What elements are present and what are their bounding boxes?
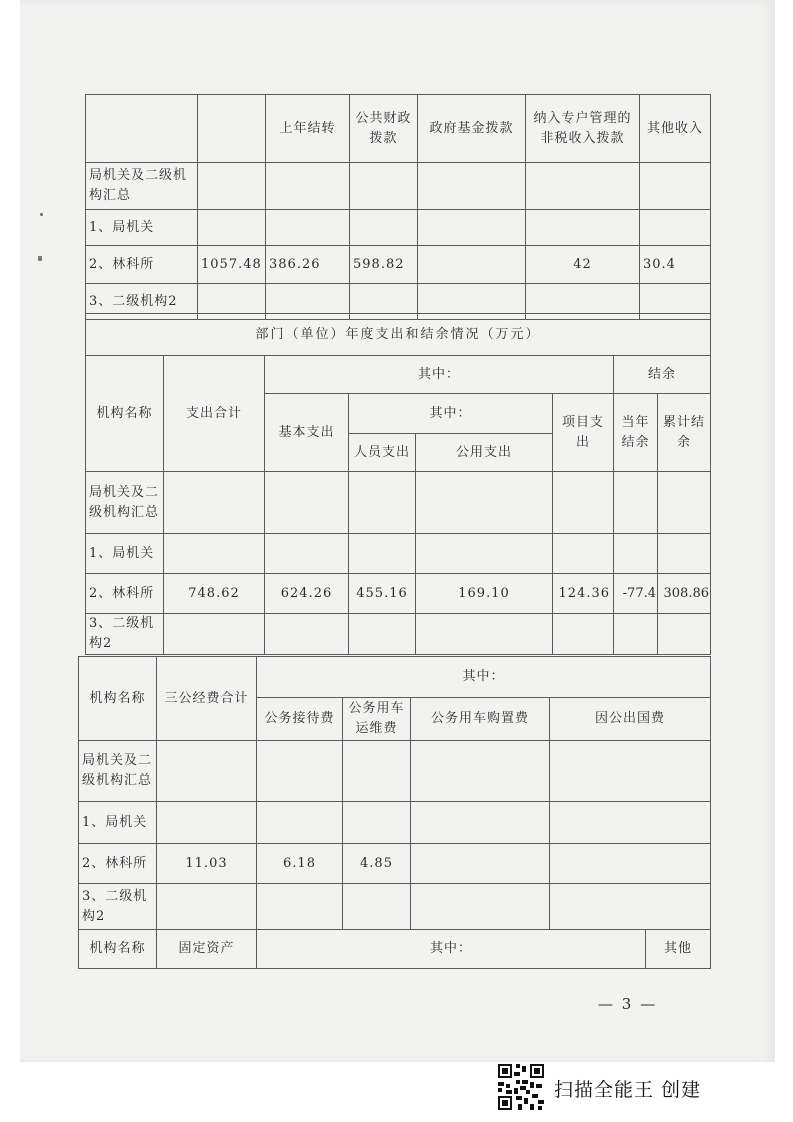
cell-accum bbox=[658, 472, 711, 534]
table-row bbox=[79, 844, 711, 884]
cell-accum bbox=[658, 534, 711, 574]
cell-personnel bbox=[349, 534, 416, 574]
cell-carry bbox=[266, 210, 350, 246]
cell-fiscal bbox=[350, 210, 418, 246]
cell-other: 30.4 bbox=[640, 246, 711, 284]
header-project: 项目支出 bbox=[553, 394, 614, 472]
row-name: 2、林科所 bbox=[86, 574, 164, 614]
cell-personnel: 455.16 bbox=[349, 574, 416, 614]
assets-name-label: 机构名称 bbox=[79, 930, 157, 969]
row-name: 1、局机关 bbox=[86, 210, 198, 246]
header-fiscal: 公共财政拨款 bbox=[350, 95, 418, 163]
cell-total bbox=[198, 210, 266, 246]
table-row bbox=[86, 574, 711, 614]
cell-total: 11.03 bbox=[157, 844, 257, 884]
cell-current bbox=[614, 534, 658, 574]
cell-project bbox=[553, 472, 614, 534]
scanner-watermark bbox=[496, 1062, 756, 1114]
row-name: 局机关及二级机构汇总 bbox=[86, 163, 198, 210]
cell-carry: 386.26 bbox=[266, 246, 350, 284]
cell-public bbox=[416, 614, 553, 655]
header-vehicle-purchase: 公务用车购置费 bbox=[411, 698, 550, 741]
cell-public: 169.10 bbox=[416, 574, 553, 614]
row-name: 1、局机关 bbox=[79, 802, 157, 844]
cell-total: 748.62 bbox=[164, 574, 265, 614]
expense-table bbox=[85, 313, 711, 655]
cell-vehicle-ops: 4.85 bbox=[343, 844, 411, 884]
header-balance: 结余 bbox=[614, 356, 711, 394]
header-name: 机构名称 bbox=[79, 657, 157, 741]
cell-project bbox=[553, 534, 614, 574]
cell-current: -77.4 bbox=[614, 574, 658, 614]
assets-fixed-label: 固定资产 bbox=[157, 930, 257, 969]
table-row bbox=[79, 884, 711, 930]
header-basic: 基本支出 bbox=[265, 394, 349, 472]
header-name: 机构名称 bbox=[86, 356, 164, 472]
row-name: 1、局机关 bbox=[86, 534, 164, 574]
cell-personnel bbox=[349, 614, 416, 655]
cell-vehicle-ops bbox=[343, 884, 411, 930]
cell-abroad bbox=[550, 884, 711, 930]
table-row bbox=[86, 534, 711, 574]
header-public: 公用支出 bbox=[416, 434, 553, 472]
cell-total: 1057.48 bbox=[198, 246, 266, 284]
table-row bbox=[79, 802, 711, 844]
punch-mark bbox=[38, 256, 42, 261]
cell-basic bbox=[265, 614, 349, 655]
cell-basic: 624.26 bbox=[265, 574, 349, 614]
row-name: 3、二级机构2 bbox=[79, 884, 157, 930]
table-row bbox=[86, 210, 711, 246]
cell-total bbox=[157, 802, 257, 844]
cell-basic bbox=[265, 472, 349, 534]
header-abroad: 因公出国费 bbox=[550, 698, 711, 741]
header-total: 三公经费合计 bbox=[157, 657, 257, 741]
assets-other-label: 其他 bbox=[646, 930, 711, 969]
cell-personnel bbox=[349, 472, 416, 534]
page-number: — 3 — bbox=[598, 995, 658, 1013]
cell-accum bbox=[658, 614, 711, 655]
cell-reception bbox=[257, 884, 343, 930]
header-personnel: 人员支出 bbox=[349, 434, 416, 472]
cell-abroad bbox=[550, 741, 711, 802]
header-other: 其他收入 bbox=[640, 95, 711, 163]
cell-reception bbox=[257, 802, 343, 844]
cell-vehicle-ops bbox=[343, 741, 411, 802]
cell-current bbox=[614, 472, 658, 534]
assets-among-label: 其中： bbox=[257, 930, 646, 969]
cell-reception bbox=[257, 741, 343, 802]
three-public-table bbox=[78, 656, 711, 969]
table-row bbox=[86, 163, 711, 210]
header-among2: 其中： bbox=[349, 394, 553, 434]
cell-vehicle-purchase bbox=[411, 884, 550, 930]
row-name: 2、林科所 bbox=[86, 246, 198, 284]
cell-carry bbox=[266, 163, 350, 210]
cell-abroad bbox=[550, 802, 711, 844]
three-public-header-row bbox=[79, 657, 711, 698]
cell-vehicle-purchase bbox=[411, 741, 550, 802]
header-among: 其中： bbox=[257, 657, 711, 698]
cell-vehicle-purchase bbox=[411, 802, 550, 844]
cell-public bbox=[416, 534, 553, 574]
cell-total bbox=[164, 614, 265, 655]
scanner-watermark-text: 扫描全能王 创建 bbox=[554, 1079, 702, 1101]
cell-total bbox=[164, 472, 265, 534]
expense-header-row bbox=[86, 356, 711, 394]
header-cell bbox=[198, 95, 266, 163]
row-name: 2、林科所 bbox=[79, 844, 157, 884]
cell-public bbox=[416, 472, 553, 534]
header-current-balance: 当年结余 bbox=[614, 394, 658, 472]
cell-project: 124.36 bbox=[553, 574, 614, 614]
cell-nontax bbox=[526, 163, 640, 210]
cell-reception: 6.18 bbox=[257, 844, 343, 884]
table-row bbox=[86, 246, 711, 284]
cell-vehicle-purchase bbox=[411, 844, 550, 884]
cell-total bbox=[157, 741, 257, 802]
header-among: 其中： bbox=[265, 356, 614, 394]
cell-vehicle-ops bbox=[343, 802, 411, 844]
cell-fiscal: 598.82 bbox=[350, 246, 418, 284]
header-vehicle-ops: 公务用车运维费 bbox=[343, 698, 411, 741]
cell-current bbox=[614, 614, 658, 655]
table-row bbox=[86, 472, 711, 534]
header-accum-balance: 累计结余 bbox=[658, 394, 711, 472]
row-name: 3、二级机构2 bbox=[86, 284, 198, 320]
row-name: 局机关及二级机构汇总 bbox=[86, 472, 164, 534]
row-name: 3、二级机构2 bbox=[86, 614, 164, 655]
row-name: 局机关及二级机构汇总 bbox=[79, 741, 157, 802]
cell-total bbox=[198, 163, 266, 210]
expense-title-row bbox=[86, 314, 711, 356]
cell-fiscal bbox=[350, 163, 418, 210]
header-total: 支出合计 bbox=[164, 356, 265, 472]
header-fund: 政府基金拨款 bbox=[418, 95, 526, 163]
cell-basic bbox=[265, 534, 349, 574]
cell-project bbox=[553, 614, 614, 655]
header-carry: 上年结转 bbox=[266, 95, 350, 163]
cell-total bbox=[157, 884, 257, 930]
header-reception: 公务接待费 bbox=[257, 698, 343, 741]
punch-mark bbox=[40, 213, 43, 216]
income-header-row bbox=[86, 95, 711, 163]
table-row bbox=[79, 741, 711, 802]
cell-fund bbox=[418, 163, 526, 210]
cell-other bbox=[640, 210, 711, 246]
cell-nontax bbox=[526, 210, 640, 246]
qr-code-icon bbox=[496, 1062, 546, 1112]
header-nontax: 纳入专户管理的非税收入拨款 bbox=[526, 95, 640, 163]
cell-accum: 308.86 bbox=[658, 574, 711, 614]
section-title: 部门（单位）年度支出和结余情况（万元） bbox=[86, 314, 711, 356]
income-table bbox=[85, 94, 711, 320]
table-row bbox=[86, 614, 711, 655]
cell-abroad bbox=[550, 844, 711, 884]
assets-row bbox=[79, 930, 711, 969]
cell-fund bbox=[418, 210, 526, 246]
cell-fund bbox=[418, 246, 526, 284]
cell-nontax: 42 bbox=[526, 246, 640, 284]
cell-total bbox=[164, 534, 265, 574]
cell-other bbox=[640, 163, 711, 210]
header-cell bbox=[86, 95, 198, 163]
